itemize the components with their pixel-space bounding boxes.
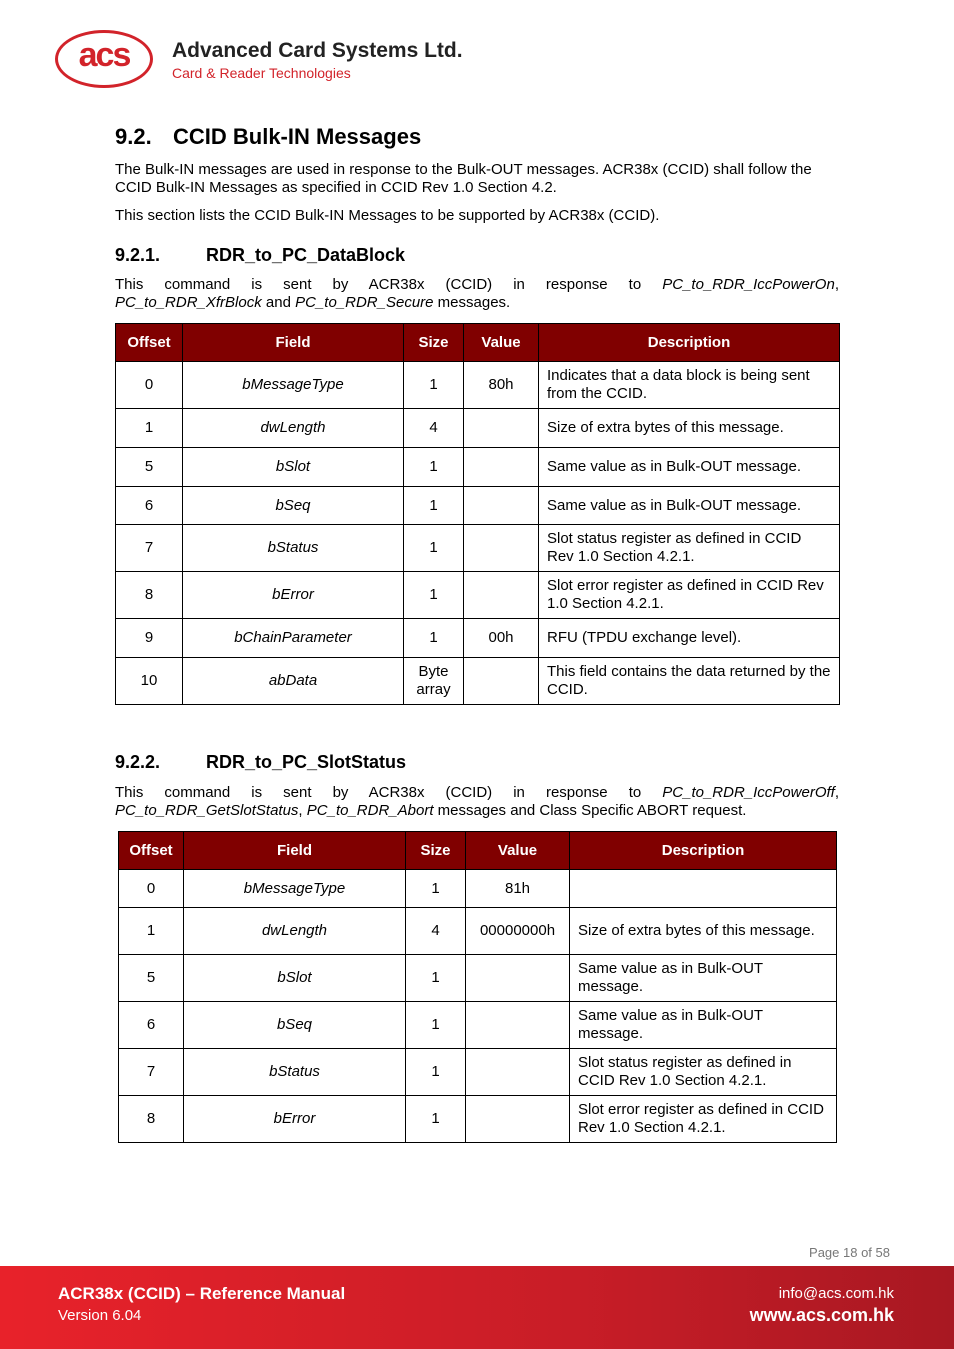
description-cell: This field contains the data returned by the CCID.	[539, 658, 840, 705]
page-number: Page 18 of 58	[809, 1245, 890, 1260]
slotstatus-table	[118, 831, 837, 1143]
description-cell: Size of extra bytes of this message.	[539, 409, 840, 448]
description-cell: Same value as in Bulk-OUT message.	[570, 1002, 837, 1049]
subsection-heading-2	[115, 752, 406, 773]
footer-document-title: ACR38x (CCID) – Reference Manual	[58, 1284, 346, 1303]
value-cell	[466, 955, 570, 1002]
offset-cell: 0	[116, 362, 183, 409]
intro-text: messages.	[433, 294, 511, 311]
description-cell: Slot status register as defined in CCID Rev 1.0 Section 4.2.1.	[570, 1049, 837, 1096]
intro-text: This command is sent by ACR38x (CCID) in response to	[115, 276, 663, 293]
field-cell: dwLength	[184, 908, 406, 955]
size-cell: 4	[404, 409, 464, 448]
value-cell	[466, 1002, 570, 1049]
offset-cell: 9	[116, 619, 183, 658]
intro-text: and	[261, 294, 296, 311]
subsection-title-1: RDR_to_PC_DataBlock	[206, 245, 406, 265]
table-row	[116, 525, 840, 572]
table-row	[116, 448, 840, 487]
field-cell: bStatus	[184, 1049, 406, 1096]
description-cell: Same value as in Bulk-OUT message.	[539, 487, 840, 525]
intro-text: ,	[834, 276, 839, 293]
column-header: Value	[466, 832, 570, 870]
value-cell	[464, 658, 539, 705]
intro-text: ,	[298, 802, 307, 819]
value-cell	[466, 1096, 570, 1143]
size-cell: 1	[406, 1002, 466, 1049]
value-cell: 00000000h	[466, 908, 570, 955]
offset-cell: 0	[119, 870, 184, 908]
section-paragraph-2: This section lists the CCID Bulk-IN Messages to be supported by ACR38x (CCID).	[115, 207, 660, 224]
command-name: PC_to_RDR_XfrBlock	[115, 294, 262, 311]
company-name: Advanced Card Systems Ltd.	[172, 39, 463, 62]
table-row	[119, 1049, 837, 1096]
field-cell: bStatus	[183, 525, 404, 572]
description-cell: Same value as in Bulk-OUT message.	[570, 955, 837, 1002]
description-cell: Indicates that a data block is being sent from the CCID.	[539, 362, 840, 409]
table-row	[119, 955, 837, 1002]
field-cell: bMessageType	[184, 870, 406, 908]
column-header: Field	[184, 832, 406, 870]
column-header: Value	[464, 324, 539, 362]
subsection-number-1: 9.2.1.	[115, 245, 161, 265]
value-cell	[466, 1049, 570, 1096]
page-footer	[0, 1266, 954, 1349]
field-cell: abData	[183, 658, 404, 705]
column-header: Field	[183, 324, 404, 362]
offset-cell: 7	[116, 525, 183, 572]
command-name: PC_to_RDR_Abort	[306, 802, 434, 819]
size-cell: 4	[406, 908, 466, 955]
table-row	[119, 1096, 837, 1143]
value-cell	[464, 448, 539, 487]
footer-version: Version 6.04	[58, 1307, 142, 1324]
size-cell: 1	[404, 525, 464, 572]
field-cell: dwLength	[183, 409, 404, 448]
description-cell: RFU (TPDU exchange level).	[539, 619, 840, 658]
column-header: Offset	[116, 324, 183, 362]
footer-email: info@acs.com.hk	[778, 1285, 894, 1302]
field-cell: bSlot	[184, 955, 406, 1002]
column-header: Description	[570, 832, 837, 870]
size-cell: 1	[404, 487, 464, 525]
subsection-intro-2	[115, 784, 839, 820]
description-cell	[570, 870, 837, 908]
description-cell: Same value as in Bulk-OUT message.	[539, 448, 840, 487]
intro-text: ,	[834, 784, 839, 801]
size-cell: 1	[404, 448, 464, 487]
description-cell: Slot status register as defined in CCID Rev 1.0 Section 4.2.1.	[539, 525, 840, 572]
value-cell: 00h	[464, 619, 539, 658]
offset-cell: 8	[119, 1096, 184, 1143]
command-name: PC_to_RDR_GetSlotStatus	[115, 802, 299, 819]
table-row	[116, 619, 840, 658]
field-cell: bMessageType	[183, 362, 404, 409]
offset-cell: 1	[119, 908, 184, 955]
column-header: Offset	[119, 832, 184, 870]
value-cell	[464, 487, 539, 525]
size-cell: 1	[404, 362, 464, 409]
offset-cell: 6	[119, 1002, 184, 1049]
table-row	[119, 870, 837, 908]
section-heading	[115, 124, 421, 150]
section-number: 9.2.	[115, 124, 152, 149]
description-cell: Size of extra bytes of this message.	[570, 908, 837, 955]
size-cell: 1	[404, 619, 464, 658]
column-header: Description	[539, 324, 840, 362]
size-cell: 1	[406, 1096, 466, 1143]
subsection-title-2: RDR_to_PC_SlotStatus	[206, 752, 407, 772]
size-cell: 1	[406, 1049, 466, 1096]
field-cell: bChainParameter	[183, 619, 404, 658]
size-cell: Byte array	[404, 658, 464, 705]
size-cell: 1	[406, 870, 466, 908]
offset-cell: 10	[116, 658, 183, 705]
subsection-intro-1	[115, 276, 839, 312]
table-header-row	[119, 832, 837, 870]
offset-cell: 7	[119, 1049, 184, 1096]
offset-cell: 5	[119, 955, 184, 1002]
table-row	[116, 409, 840, 448]
intro-text: messages and Class Specific ABORT request.	[433, 802, 747, 819]
value-cell: 81h	[466, 870, 570, 908]
section-paragraph-1: The Bulk-IN messages are used in response to the Bulk-OUT messages. ACR38x (CCID) shall follow the CCID Bulk-IN Messages as specified in CCID Rev 1.0 Section 4.2.	[115, 161, 812, 196]
field-cell: bSlot	[183, 448, 404, 487]
table-row	[119, 908, 837, 955]
table-row	[116, 362, 840, 409]
table-row	[116, 658, 840, 705]
company-logo	[55, 30, 475, 95]
datablock-table	[115, 323, 840, 705]
logo-mark: acs	[78, 36, 130, 74]
intro-text: This command is sent by ACR38x (CCID) in response to	[115, 784, 663, 801]
field-cell: bError	[183, 572, 404, 619]
command-name: PC_to_RDR_Secure	[295, 294, 434, 311]
column-header: Size	[404, 324, 464, 362]
column-header: Size	[406, 832, 466, 870]
size-cell: 1	[404, 572, 464, 619]
offset-cell: 8	[116, 572, 183, 619]
table-row	[116, 572, 840, 619]
offset-cell: 6	[116, 487, 183, 525]
field-cell: bSeq	[183, 487, 404, 525]
table-row	[119, 1002, 837, 1049]
company-tagline: Card & Reader Technologies	[172, 65, 351, 81]
value-cell	[464, 525, 539, 572]
value-cell: 80h	[464, 362, 539, 409]
table-header-row	[116, 324, 840, 362]
offset-cell: 5	[116, 448, 183, 487]
size-cell: 1	[406, 955, 466, 1002]
offset-cell: 1	[116, 409, 183, 448]
description-cell: Slot error register as defined in CCID Rev 1.0 Section 4.2.1.	[570, 1096, 837, 1143]
footer-website: www.acs.com.hk	[749, 1305, 894, 1325]
section-title: CCID Bulk-IN Messages	[173, 124, 422, 149]
value-cell	[464, 409, 539, 448]
table-row	[116, 487, 840, 525]
command-name: PC_to_RDR_IccPowerOff	[662, 784, 835, 801]
description-cell: Slot error register as defined in CCID Rev 1.0 Section 4.2.1.	[539, 572, 840, 619]
field-cell: bSeq	[184, 1002, 406, 1049]
value-cell	[464, 572, 539, 619]
command-name: PC_to_RDR_IccPowerOn	[662, 276, 835, 293]
subsection-number-2: 9.2.2.	[115, 752, 161, 772]
field-cell: bError	[184, 1096, 406, 1143]
subsection-heading-1	[115, 245, 405, 266]
